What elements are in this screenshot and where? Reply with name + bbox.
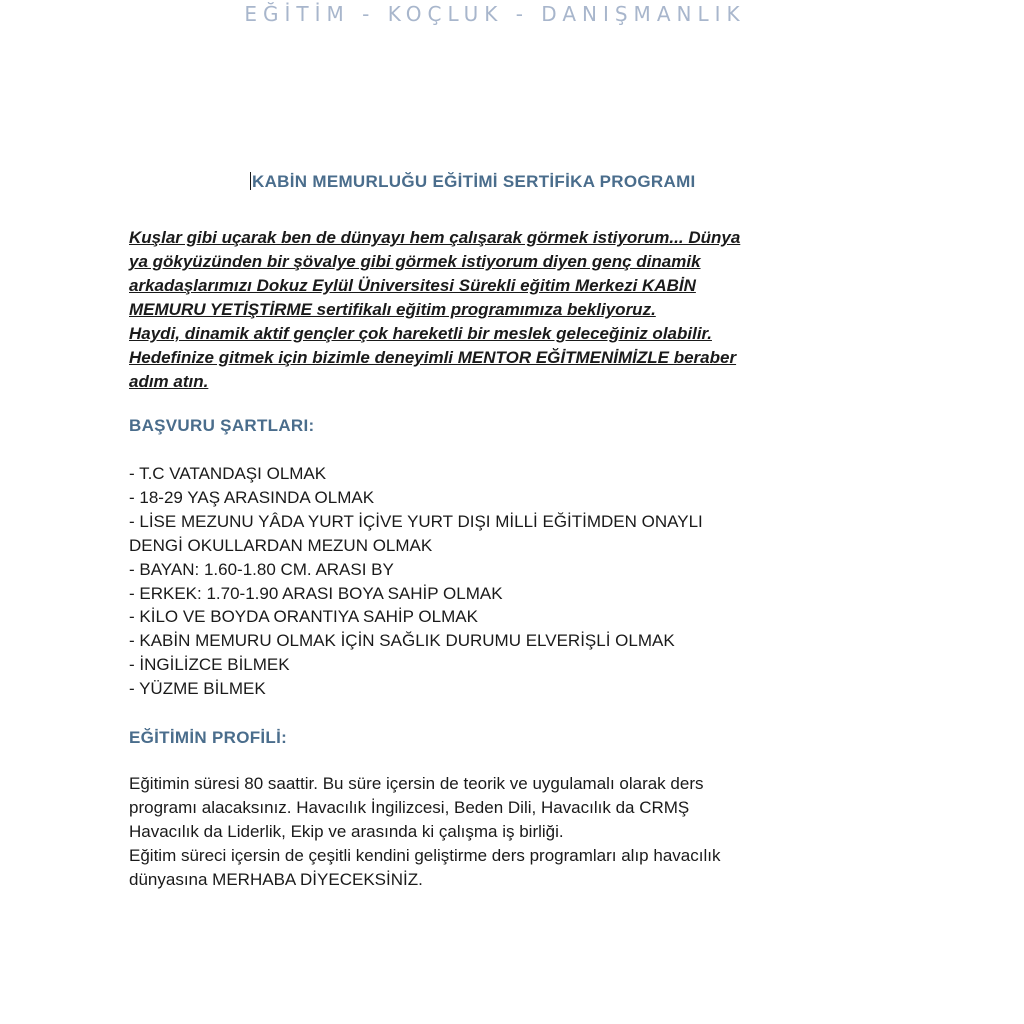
profile-paragraph: [129, 772, 889, 892]
list-item: - T.C VATANDAŞI OLMAK: [129, 464, 327, 483]
document-title-block[interactable]: [250, 172, 696, 192]
intro-line: Hedefinize gitmek için bizimle deneyimli MENTOR EĞİTMENİMİZLE beraber: [129, 348, 737, 367]
intro-line: Kuşlar gibi uçarak ben de dünyayı hem çalışarak görmek istiyorum... Dünya: [129, 228, 741, 247]
list-item: - LİSE MEZUNU YÂDA YURT İÇİVE YURT DIŞI MİLLİ EĞİTİMDEN ONAYLI: [129, 511, 703, 531]
list-item: - İNGİLİZCE BİLMEK: [129, 655, 290, 675]
profile-heading: EĞİTİMİN PROFİLİ:: [129, 728, 288, 747]
intro-line: Haydi, dinamik aktif gençler çok hareketli bir meslek geleceğiniz olabilir.: [129, 324, 712, 343]
profile-line: programı alacaksınız. Havacılık İngilizcesi, Beden Dili, Havacılık da CRMŞ: [129, 798, 690, 817]
intro-line: MEMURU YETİŞTİRME sertifikalı eğitim programımıza bekliyoruz.: [129, 300, 656, 319]
requirements-heading: BAŞVURU ŞARTLARI:: [129, 416, 315, 435]
profile-line: dünyasına MERHABA DİYECEKSİNİZ.: [129, 870, 423, 889]
document-title: KABİN MEMURLUĞU EĞİTİMİ SERTİFİKA PROGRAMI: [252, 172, 696, 191]
profile-line: Havacılık da Liderlik, Ekip ve arasında ki çalışma iş birliği.: [129, 822, 564, 841]
list-item: - YÜZME BİLMEK: [129, 679, 266, 699]
profile-line: Eğitim süreci içersin de çeşitli kendini geliştirme ders programları alıp havacılık: [129, 846, 721, 865]
brand-tagline: EĞİTİM - KOÇLUK - DANIŞMANLIK: [244, 2, 746, 26]
list-item: - KABİN MEMURU OLMAK İÇİN SAĞLIK DURUMU ELVERİŞLİ OLMAK: [129, 631, 675, 651]
profile-line: Eğitimin süresi 80 saattir. Bu süre içersin de teorik ve uygulamalı olarak ders: [129, 774, 704, 793]
intro-line: ya gökyüzünden bir şövalye gibi görmek istiyorum diyen genç dinamik: [129, 252, 701, 271]
list-item: - BAYAN: 1.60-1.80 CM. ARASI BY: [129, 559, 394, 579]
intro-line: adım atın.: [129, 372, 209, 391]
requirements-list: [129, 462, 889, 701]
list-item: DENGİ OKULLARDAN MEZUN OLMAK: [129, 535, 433, 555]
intro-paragraph: [129, 226, 889, 394]
intro-line: arkadaşlarımızı Dokuz Eylül Üniversitesi Sürekli eğitim Merkezi KABİN: [129, 276, 696, 295]
text-cursor: [250, 172, 251, 190]
list-item: - ERKEK: 1.70-1.90 ARASI BOYA SAHİP OLMAK: [129, 583, 503, 603]
list-item: - 18-29 YAŞ ARASINDA OLMAK: [129, 487, 375, 507]
list-item: - KİLO VE BOYDA ORANTIYA SAHİP OLMAK: [129, 607, 478, 627]
